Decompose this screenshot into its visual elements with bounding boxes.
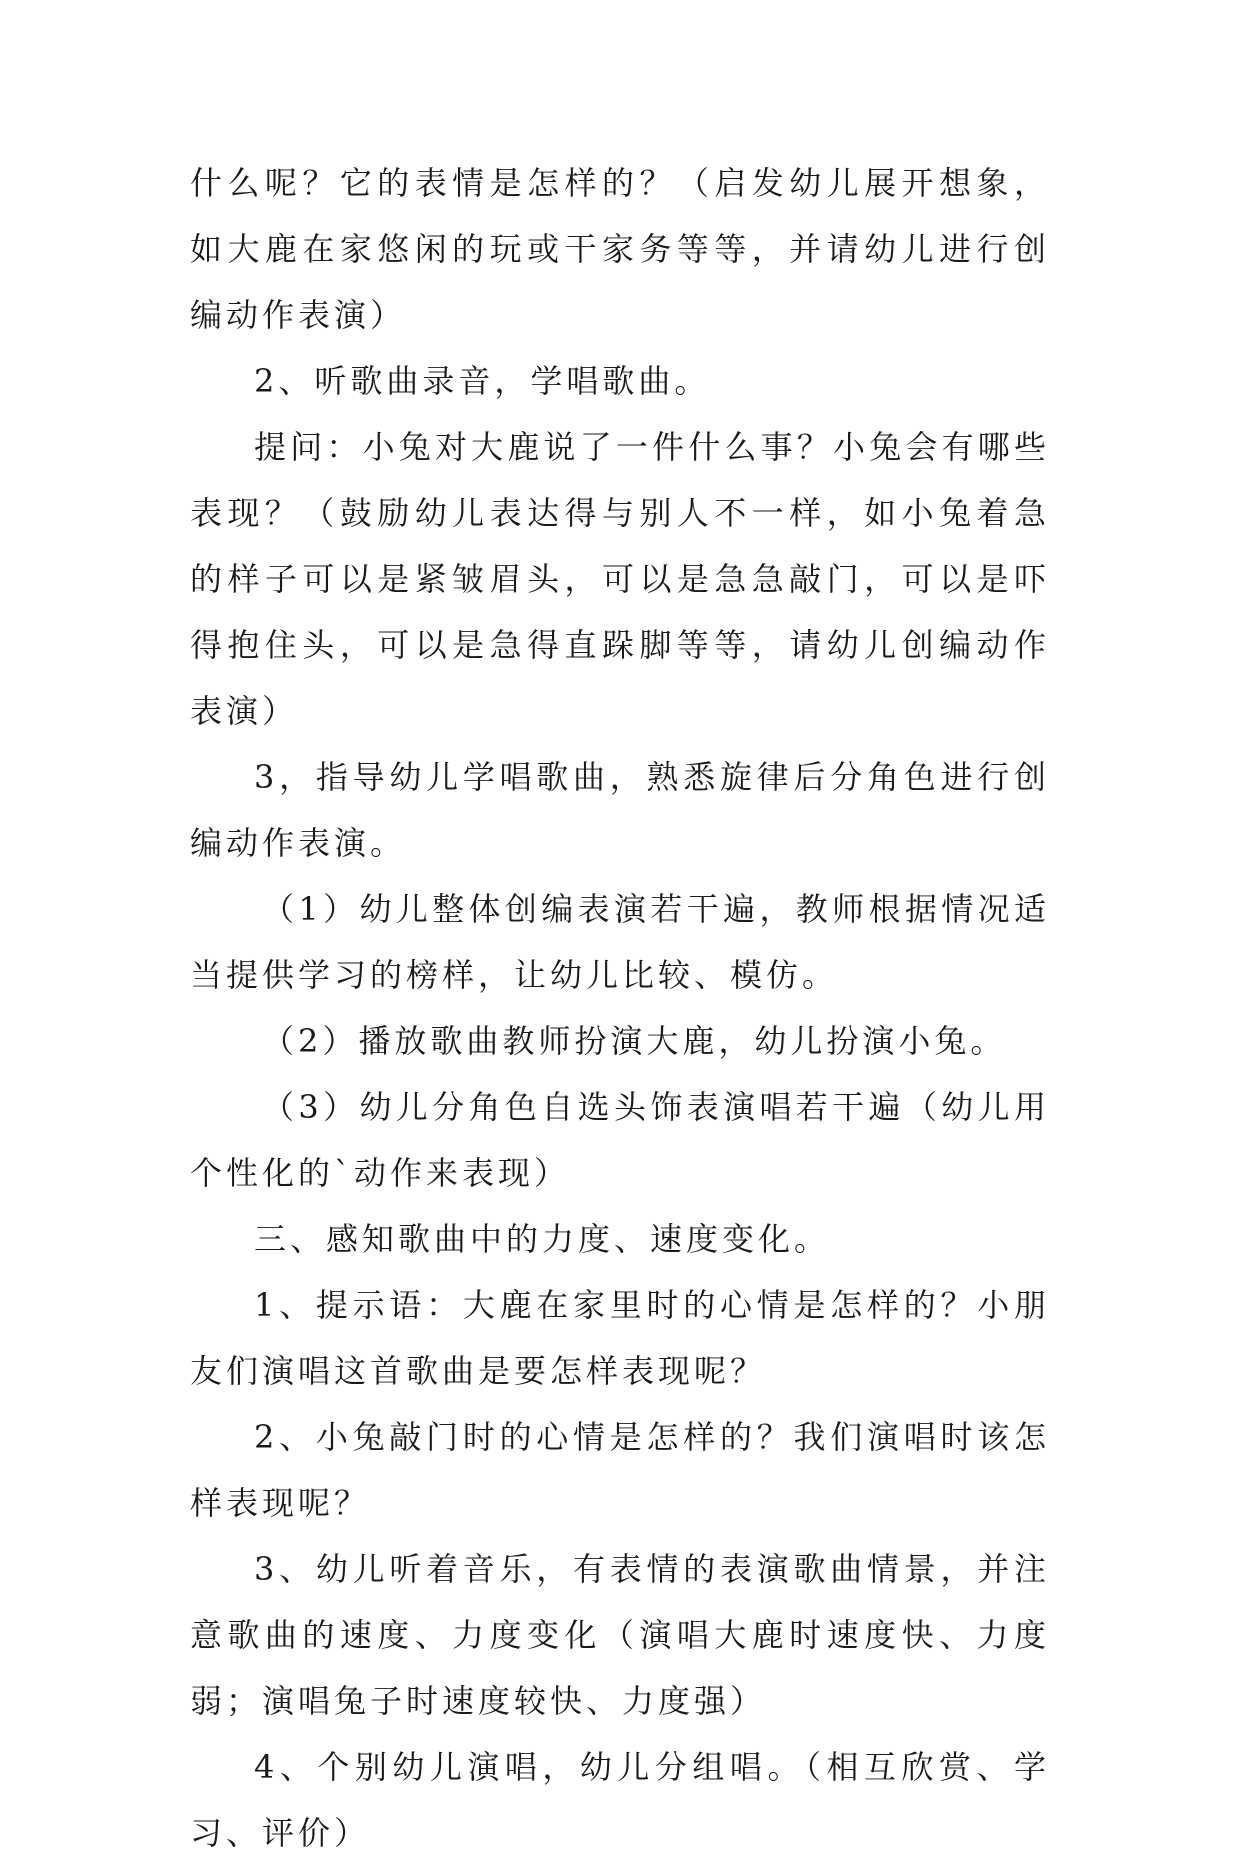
paragraph-sub-3: （3）幼儿分角色自选头饰表演唱若干遍（幼儿用个性化的`动作来表现） [190, 1088, 1050, 1192]
section-heading-3: 三、感知歌曲中的力度、速度变化。 [254, 1220, 831, 1258]
paragraph-sub-1: （1）幼儿整体创编表演若干遍，教师根据情况适当提供学习的榜样，让幼儿比较、模仿。 [190, 890, 1050, 994]
document-body [190, 150, 1050, 1866]
paragraph-step-2: 2、听歌曲录音，学唱歌曲。 [254, 362, 711, 400]
paragraph-prompt-1: 1、提示语：大鹿在家里时的心情是怎样的？小朋友们演唱这首歌曲是要怎样表现呢？ [190, 1286, 1050, 1390]
paragraph-sub-2: （2）播放歌曲教师扮演大鹿，幼儿扮演小兔。 [262, 1022, 1007, 1060]
paragraph-prompt-3: 3、幼儿听着音乐，有表情的表演歌曲情景，并注意歌曲的速度、力度变化（演唱大鹿时速度快、力度弱；演唱兔子时速度较快、力度强） [190, 1550, 1050, 1720]
paragraph-question: 提问：小兔对大鹿说了一件什么事？小兔会有哪些表现？（鼓励幼儿表达得与别人不一样，如小兔着急的样子可以是紧皱眉头，可以是急急敲门，可以是吓得抱住头，可以是急得直跺脚等等，请幼儿创编动作表演） [190, 428, 1050, 730]
paragraph-step-3: 3，指导幼儿学唱歌曲，熟悉旋律后分角色进行创编动作表演。 [190, 758, 1050, 862]
paragraph-continuation: 什么呢？它的表情是怎样的？（启发幼儿展开想象，如大鹿在家悠闲的玩或干家务等等，并请幼儿进行创编动作表演） [190, 164, 1050, 334]
paragraph-prompt-2: 2、小兔敲门时的心情是怎样的？我们演唱时该怎样表现呢？ [190, 1418, 1050, 1522]
paragraph-prompt-4: 4、个别幼儿演唱，幼儿分组唱。（相互欣赏、学习、评价） [190, 1748, 1050, 1852]
